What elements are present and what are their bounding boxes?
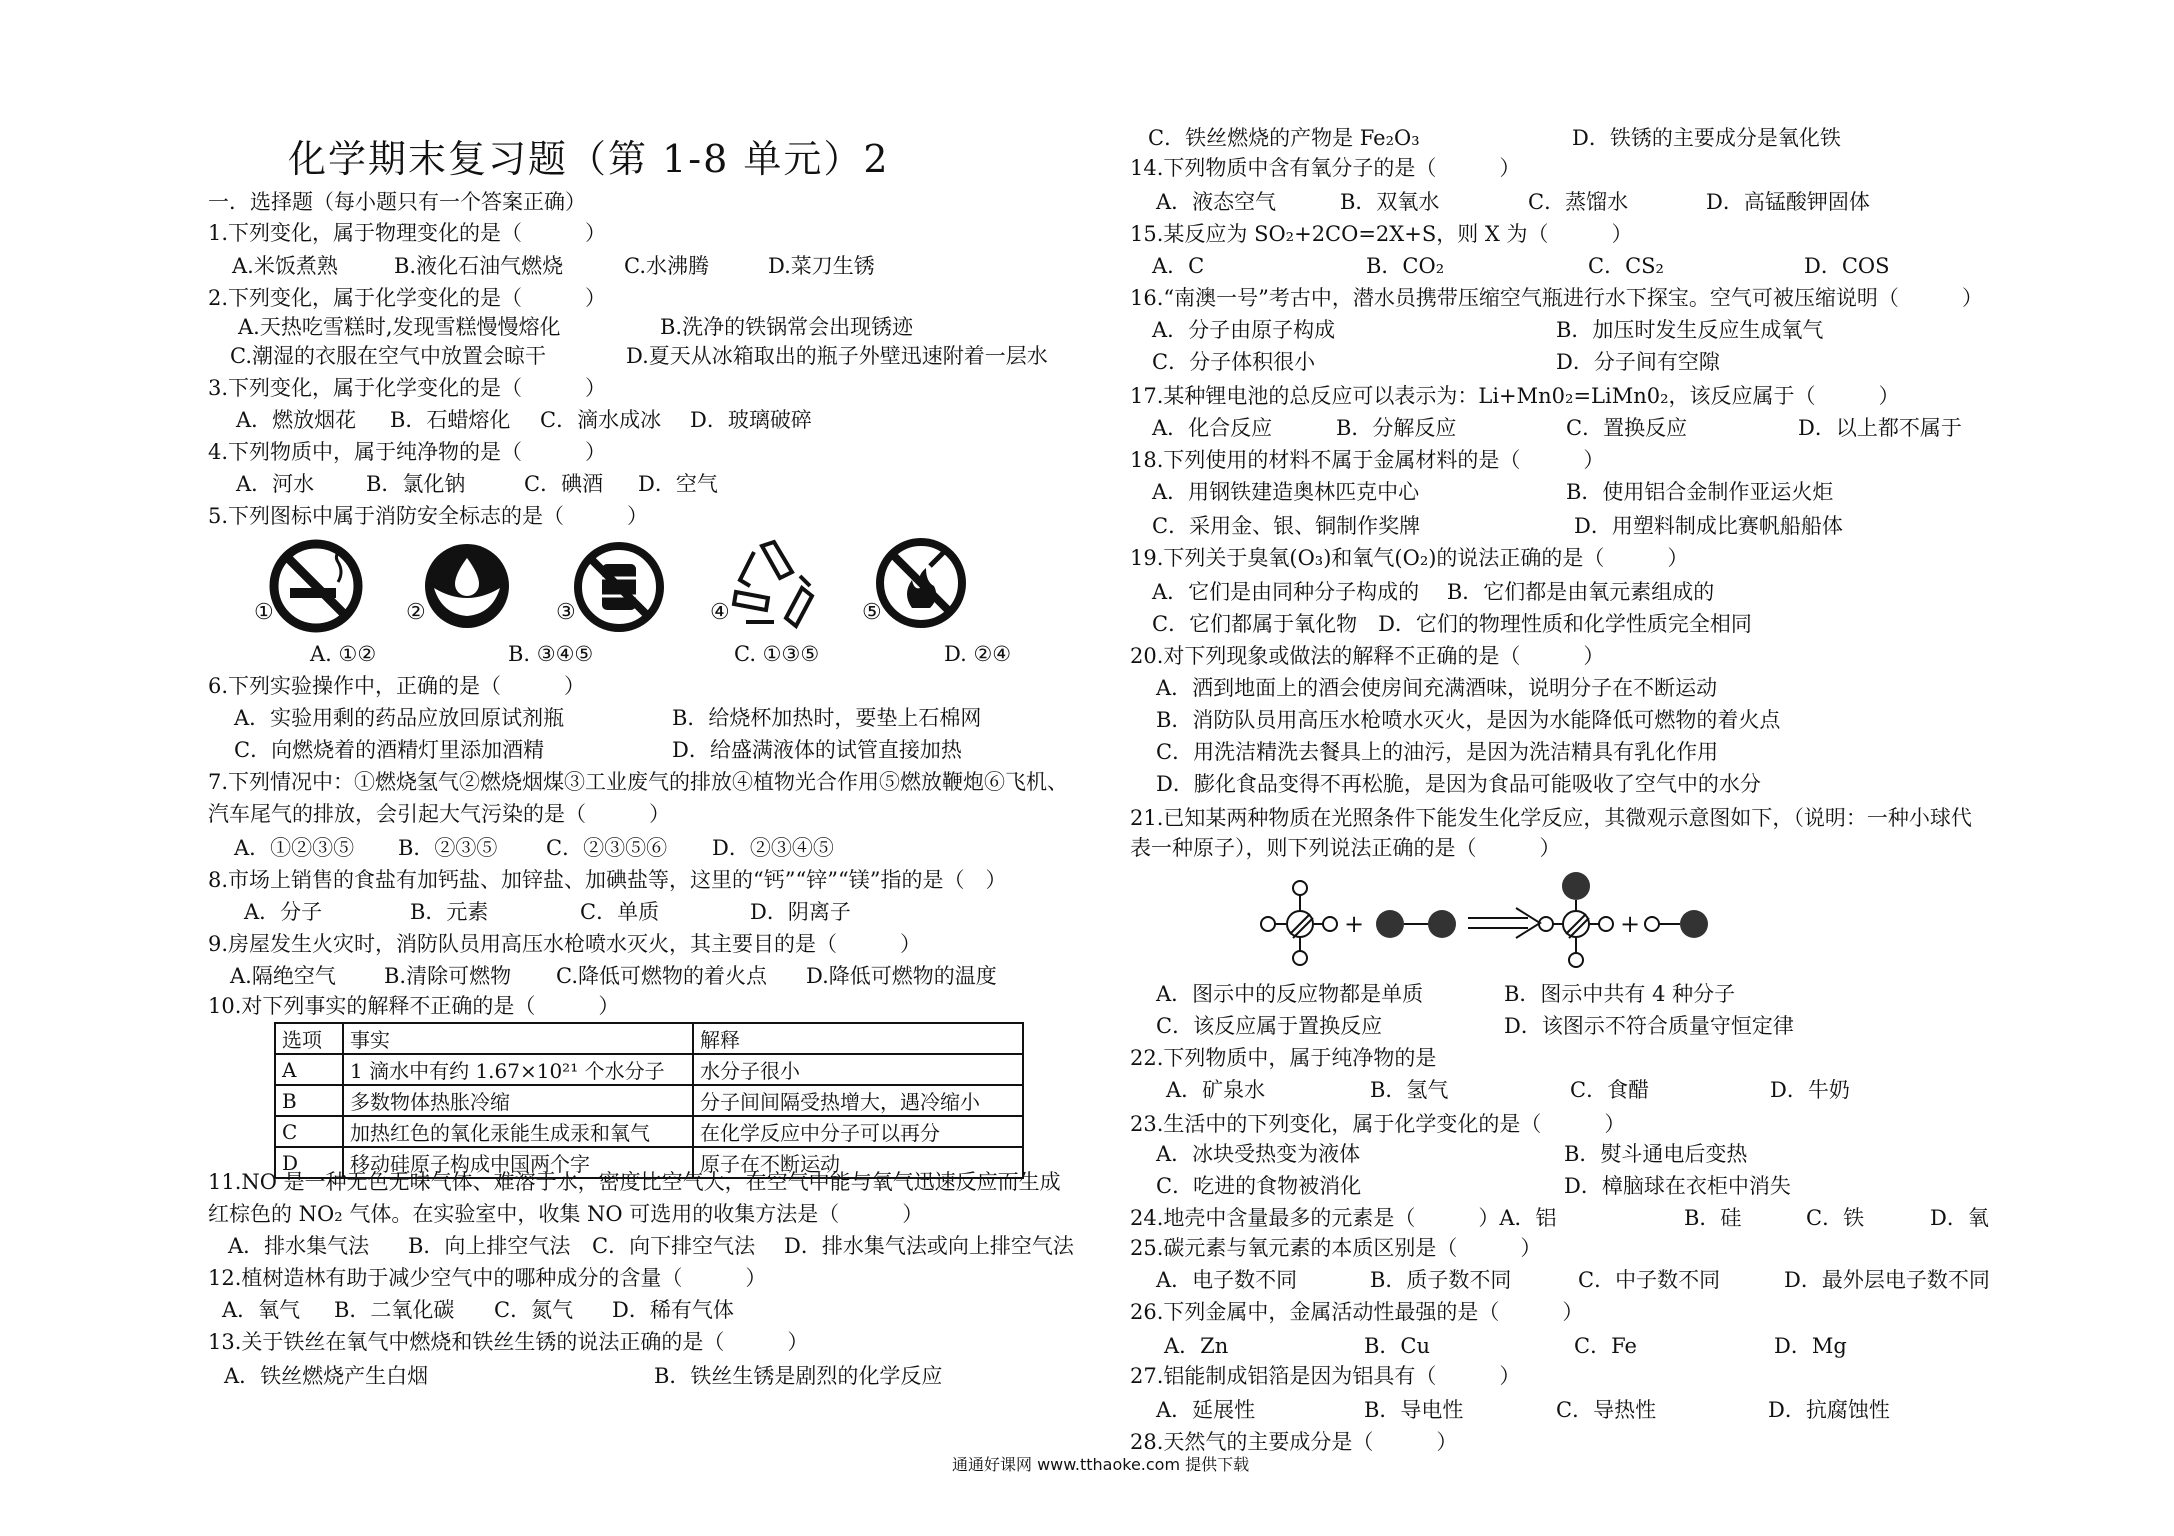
q23-option-b: B．熨斗通电后变热 xyxy=(1564,1142,1748,1166)
sign-drop-icon xyxy=(420,536,514,632)
question-7-cont: 汽车尾气的排放，会引起大气污染的是（ ） xyxy=(208,802,670,826)
q24-option-d: D．氧 xyxy=(1930,1206,1989,1230)
question-4: 4.下列物质中，属于纯净物的是（ ） xyxy=(208,440,607,464)
table-cell: D xyxy=(275,1147,343,1178)
q2-option-b: B.洗净的铁锅常会出现锈迹 xyxy=(660,315,914,339)
question-21: 21.已知某两种物质在光照条件下能发生化学反应，其微观示意图如下，（说明：一种小球代 xyxy=(1130,806,1972,830)
table-cell: 加热红色的氧化汞能生成汞和氧气 xyxy=(343,1116,693,1147)
q17-option-d: D．以上都不属于 xyxy=(1798,416,1962,440)
q23-option-c: C．吃进的食物被消化 xyxy=(1156,1174,1362,1198)
fact-table xyxy=(274,1022,1024,1179)
q21-option-d: D．该图示不符合质量守恒定律 xyxy=(1504,1014,1794,1038)
q21-option-c: C．该反应属于置换反应 xyxy=(1156,1014,1383,1038)
q25-option-c: C．中子数不同 xyxy=(1578,1268,1721,1292)
q26-option-d: D．Mg xyxy=(1774,1334,1847,1358)
q18-option-d: D．用塑料制成比赛帆船船体 xyxy=(1574,514,1843,538)
q20-option-b: B．消防队员用高压水枪喷水灭火，是因为水能降低可燃物的着火点 xyxy=(1156,708,1781,732)
q4-option-c: C．碘酒 xyxy=(524,472,604,496)
q14-option-a: A．液态空气 xyxy=(1156,190,1277,214)
q26-option-b: B．Cu xyxy=(1364,1334,1431,1358)
q2-option-a: A.天热吃雪糕时,发现雪糕慢慢熔化 xyxy=(238,315,561,339)
q13-option-b: B．铁丝生锈是剧烈的化学反应 xyxy=(654,1364,943,1388)
q23-option-a: A．冰块受热变为液体 xyxy=(1156,1142,1361,1166)
q8-option-c: C．单质 xyxy=(580,900,660,924)
q25-option-a: A．电子数不同 xyxy=(1156,1268,1298,1292)
table-cell: 1 滴水中有约 1.67×10²¹ 个水分子 xyxy=(343,1054,693,1085)
q13-option-a: A．铁丝燃烧产生白烟 xyxy=(224,1364,429,1388)
q7-option-d: D．②③④⑤ xyxy=(712,836,834,860)
svg-text:+: + xyxy=(1344,910,1365,938)
table-cell: 多数物体热胀冷缩 xyxy=(343,1085,693,1116)
sign-label-1: ① xyxy=(254,600,274,625)
q3-option-c: C．滴水成冰 xyxy=(540,408,662,432)
table-header: 选项 xyxy=(275,1023,343,1054)
q20-option-c: C．用洗洁精洗去餐具上的油污，是因为洗洁精具有乳化作用 xyxy=(1156,740,1719,764)
table-cell: 水分子很小 xyxy=(693,1054,1023,1085)
q16-option-d: D．分子间有空隙 xyxy=(1556,350,1720,374)
q8-option-d: D．阴离子 xyxy=(750,900,851,924)
q14-option-d: D．高锰酸钾固体 xyxy=(1706,190,1870,214)
q27-option-c: C．导热性 xyxy=(1556,1398,1657,1422)
q22-option-b: B．氢气 xyxy=(1370,1078,1449,1102)
q3-option-d: D．玻璃破碎 xyxy=(690,408,812,432)
q15-option-c: C．CS₂ xyxy=(1588,254,1664,278)
q24-option-c: C．铁 xyxy=(1806,1206,1865,1230)
q17-option-a: A．化合反应 xyxy=(1152,416,1273,440)
question-15: 15.某反应为 SO₂+2CO=2X+S，则 X 为（ ） xyxy=(1130,222,1633,246)
q2-option-c: C.潮湿的衣服在空气中放置会晾干 xyxy=(230,344,546,368)
question-5: 5.下列图标中属于消防安全标志的是（ ） xyxy=(208,504,649,528)
q1-option-b: B.液化石油气燃烧 xyxy=(394,254,564,278)
sign-label-3: ③ xyxy=(556,600,576,625)
q11-option-c: C．向下排空气法 xyxy=(592,1234,756,1258)
q15-option-a: A．C xyxy=(1152,254,1205,278)
question-19: 19.下列关于臭氧(O₃)和氧气(O₂)的说法正确的是（ ） xyxy=(1130,546,1689,570)
q27-option-b: B．导电性 xyxy=(1364,1398,1464,1422)
q3-option-b: B．石蜡熔化 xyxy=(390,408,511,432)
question-25: 25.碳元素与氧元素的本质区别是（ ） xyxy=(1130,1236,1542,1260)
table-header-row xyxy=(275,1023,1023,1054)
q9-option-b: B.清除可燃物 xyxy=(384,964,512,988)
table-header: 解释 xyxy=(693,1023,1023,1054)
q18-option-c: C．采用金、银、铜制作奖牌 xyxy=(1152,514,1421,538)
q22-option-d: D．牛奶 xyxy=(1770,1078,1850,1102)
table-cell: B xyxy=(275,1085,343,1116)
q6-option-a: A．实验用剩的药品应放回原试剂瓶 xyxy=(234,706,565,730)
q12-option-d: D．稀有气体 xyxy=(612,1298,734,1322)
q1-option-d: D.菜刀生锈 xyxy=(768,254,875,278)
table-row xyxy=(275,1054,1023,1085)
q18-option-a: A．用钢铁建造奥林匹克中心 xyxy=(1152,480,1420,504)
q11-option-a: A．排水集气法 xyxy=(228,1234,370,1258)
question-22: 22.下列物质中，属于纯净物的是 xyxy=(1130,1046,1437,1070)
q7-option-b: B．②③⑤ xyxy=(398,836,498,860)
question-11-cont: 红棕色的 NO₂ 气体。在实验室中，收集 NO 可选用的收集方法是（ ） xyxy=(208,1202,924,1226)
q5-option-c: C. ①③⑤ xyxy=(734,642,820,666)
sign-label-4: ④ xyxy=(710,600,730,625)
q11-option-d: D．排水集气法或向上排空气法 xyxy=(784,1234,1074,1258)
q19-options-cd: C．它们都属于氧化物 D．它们的物理性质和化学性质完全相同 xyxy=(1152,612,1752,636)
q25-option-b: B．质子数不同 xyxy=(1370,1268,1512,1292)
question-11: 11.NO 是一种无色无味气体、难溶于水，密度比空气大，在空气中能与氧气迅速反应而生成 xyxy=(208,1170,1061,1194)
q4-option-b: B．氯化钠 xyxy=(366,472,466,496)
q1-option-c: C.水沸腾 xyxy=(624,254,709,278)
q23-option-d: D．樟脑球在衣柜中消失 xyxy=(1564,1174,1791,1198)
table-header: 事实 xyxy=(343,1023,693,1054)
q9-option-c: C.降低可燃物的着火点 xyxy=(556,964,767,988)
sign-no-barrel-icon xyxy=(572,540,666,634)
question-7: 7.下列情况中：①燃烧氢气②燃烧烟煤③工业废气的排放④植物光合作用⑤燃放鞭炮⑥飞机、 xyxy=(208,770,1069,794)
reaction-diagram-icon xyxy=(1260,868,1730,978)
q16-option-b: B．加压时发生反应生成氧气 xyxy=(1556,318,1824,342)
question-18: 18.下列使用的材料不属于金属材料的是（ ） xyxy=(1130,448,1605,472)
q12-option-a: A．氧气 xyxy=(222,1298,301,1322)
sign-label-5: ⑤ xyxy=(862,600,882,625)
question-3: 3.下列变化，属于化学变化的是（ ） xyxy=(208,376,607,400)
q12-option-c: C．氮气 xyxy=(494,1298,574,1322)
q7-option-c: C．②③⑤⑥ xyxy=(546,836,668,860)
q16-option-c: C．分子体积很小 xyxy=(1152,350,1316,374)
q6-option-b: B．给烧杯加热时，要垫上石棉网 xyxy=(672,706,982,730)
sign-label-2: ② xyxy=(406,600,426,625)
q14-option-c: C．蒸馏水 xyxy=(1528,190,1629,214)
footer-credit: 通通好课网 www.tthaoke.com 提供下载 xyxy=(952,1455,1250,1474)
q3-option-a: A．燃放烟花 xyxy=(236,408,357,432)
question-1: 1.下列变化，属于物理变化的是（ ） xyxy=(208,221,607,245)
q26-option-c: C．Fe xyxy=(1574,1334,1637,1358)
table-cell: A xyxy=(275,1054,343,1085)
q27-option-d: D．抗腐蚀性 xyxy=(1768,1398,1890,1422)
question-24: 24.地壳中含量最多的元素是（ ）A．铝 xyxy=(1130,1206,1557,1230)
q8-option-b: B．元素 xyxy=(410,900,489,924)
q15-option-d: D．COS xyxy=(1804,254,1890,278)
q16-option-a: A．分子由原子构成 xyxy=(1152,318,1336,342)
question-28: 28.天然气的主要成分是（ ） xyxy=(1130,1430,1458,1454)
svg-text:+: + xyxy=(1620,910,1641,938)
question-20: 20.对下列现象或做法的解释不正确的是（ ） xyxy=(1130,644,1605,668)
q9-option-d: D.降低可燃物的温度 xyxy=(806,964,997,988)
q26-option-a: A．Zn xyxy=(1164,1334,1229,1358)
section-heading: 一．选择题（每小题只有一个答案正确） xyxy=(208,190,586,214)
question-17: 17.某种锂电池的总反应可以表示为：Li+Mn0₂=LiMn0₂，该反应属于（ ） xyxy=(1130,384,1900,408)
q13-option-d: D．铁锈的主要成分是氧化铁 xyxy=(1572,126,1841,150)
question-6: 6.下列实验操作中，正确的是（ ） xyxy=(208,674,586,698)
q7-option-a: A．①②③⑤ xyxy=(234,836,355,860)
question-9: 9.房屋发生火灾时，消防队员用高压水枪喷水灭火，其主要目的是（ ） xyxy=(208,932,922,956)
question-23: 23.生活中的下列变化，属于化学变化的是（ ） xyxy=(1130,1112,1626,1136)
q14-option-b: B．双氧水 xyxy=(1340,190,1440,214)
q22-option-c: C．食醋 xyxy=(1570,1078,1650,1102)
q5-option-d: D. ②④ xyxy=(944,642,1012,666)
q20-option-d: D．膨化食品变得不再松脆，是因为食品可能吸收了空气中的水分 xyxy=(1156,772,1761,796)
q13-option-c: C．铁丝燃烧的产物是 Fe₂O₃ xyxy=(1148,126,1420,150)
question-27: 27.铝能制成铝箔是因为铝具有（ ） xyxy=(1130,1364,1521,1388)
question-2: 2.下列变化，属于化学变化的是（ ） xyxy=(208,286,607,310)
q4-option-d: D．空气 xyxy=(638,472,718,496)
q6-option-c: C．向燃烧着的酒精灯里添加酒精 xyxy=(234,738,545,762)
question-21-cont: 表一种原子），则下列说法正确的是（ ） xyxy=(1130,836,1561,860)
q21-option-a: A．图示中的反应物都是单质 xyxy=(1156,982,1424,1006)
q17-option-c: C．置换反应 xyxy=(1566,416,1688,440)
table-row xyxy=(275,1085,1023,1116)
q25-option-d: D．最外层电子数不同 xyxy=(1784,1268,1990,1292)
q22-option-a: A．矿泉水 xyxy=(1166,1078,1266,1102)
question-8: 8.市场上销售的食盐有加钙盐、加锌盐、加碘盐等，这里的“钙”“锌”“镁”指的是（ ） xyxy=(208,868,1007,892)
q27-option-a: A．延展性 xyxy=(1156,1398,1256,1422)
q18-option-b: B．使用铝合金制作亚运火炬 xyxy=(1566,480,1834,504)
q2-option-d: D.夏天从冰箱取出的瓶子外壁迅速附着一层水 xyxy=(626,344,1048,368)
q11-option-b: B．向上排空气法 xyxy=(408,1234,571,1258)
question-10: 10.对下列事实的解释不正确的是（ ） xyxy=(208,994,620,1018)
q1-option-a: A.米饭煮熟 xyxy=(232,254,338,278)
q24-option-b: B．硅 xyxy=(1684,1206,1742,1230)
q4-option-a: A．河水 xyxy=(236,472,315,496)
table-cell: 在化学反应中分子可以再分 xyxy=(693,1116,1023,1147)
question-16: 16.“南澳一号”考古中，潜水员携带压缩空气瓶进行水下探宝。空气可被压缩说明（ ） xyxy=(1130,286,1983,310)
q5-option-a: A. ①② xyxy=(310,642,377,666)
question-13: 13.关于铁丝在氧气中燃烧和铁丝生锈的说法正确的是（ ） xyxy=(208,1330,809,1354)
q6-option-d: D．给盛满液体的试管直接加热 xyxy=(672,738,962,762)
table-row xyxy=(275,1116,1023,1147)
question-26: 26.下列金属中，金属活动性最强的是（ ） xyxy=(1130,1300,1584,1324)
question-12: 12.植树造林有助于减少空气中的哪种成分的含量（ ） xyxy=(208,1266,767,1290)
q12-option-b: B．二氧化碳 xyxy=(334,1298,455,1322)
table-cell: 分子间间隔受热增大，遇冷缩小 xyxy=(693,1085,1023,1116)
q20-option-a: A．洒到地面上的酒会使房间充满酒味，说明分子在不断运动 xyxy=(1156,676,1718,700)
q19-options-ab: A．它们是由同种分子构成的 B．它们都是由氧元素组成的 xyxy=(1152,580,1715,604)
q17-option-b: B．分解反应 xyxy=(1336,416,1457,440)
table-cell: 原子在不断运动 xyxy=(693,1147,1023,1178)
q8-option-a: A．分子 xyxy=(244,900,323,924)
q5-option-b: B. ③④⑤ xyxy=(508,642,594,666)
page-title: 化学期末复习题（第 1-8 单元）2 xyxy=(288,137,890,181)
q15-option-b: B．CO₂ xyxy=(1366,254,1445,278)
sign-recycle-icon xyxy=(724,532,824,632)
q9-option-a: A.隔绝空气 xyxy=(230,964,336,988)
table-cell: 移动硅原子构成中国两个字 xyxy=(343,1147,693,1178)
sign-no-smoking-icon xyxy=(268,538,364,634)
q21-option-b: B．图示中共有 4 种分子 xyxy=(1504,982,1736,1006)
sign-no-fire-icon xyxy=(874,536,968,630)
table-cell: C xyxy=(275,1116,343,1147)
question-14: 14.下列物质中含有氧分子的是（ ） xyxy=(1130,156,1521,180)
